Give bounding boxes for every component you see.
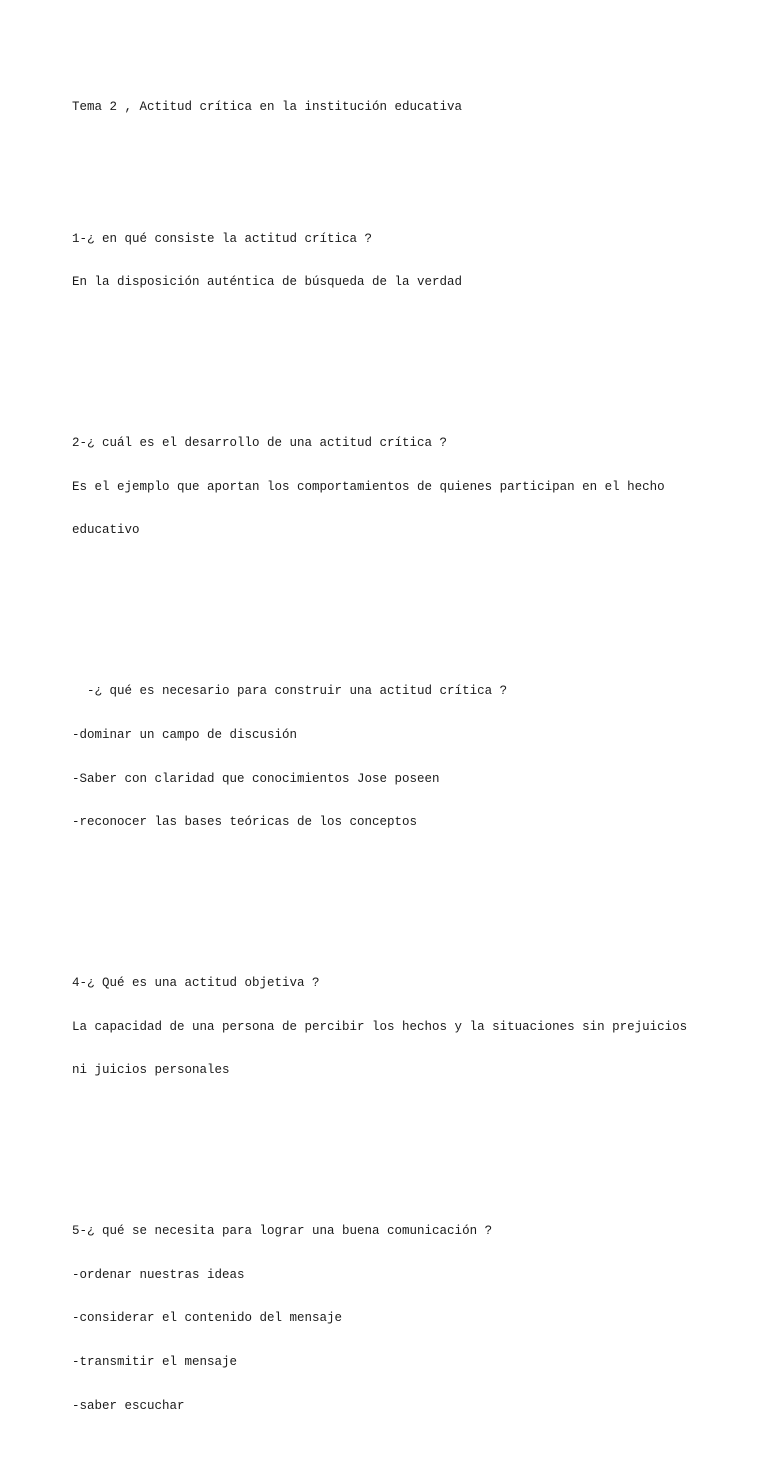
answer-2-line-2: educativo <box>72 523 140 538</box>
question-2: 2-¿ cuál es el desarrollo de una actitud crítica ? <box>72 435 448 450</box>
answer-3-line-1: -dominar un campo de discusión <box>72 727 298 742</box>
answer-3-line-2: -Saber con claridad que conocimientos Jose poseen <box>72 771 440 786</box>
section-1 <box>72 202 752 319</box>
blank-line <box>72 348 752 363</box>
document-body <box>72 71 752 1472</box>
answer-5-line-4: -saber escuchar <box>72 1399 185 1414</box>
section-5 <box>72 1195 752 1443</box>
question-1: 1-¿ en qué consiste la actitud crítica ? <box>72 231 373 246</box>
blank-line <box>72 596 752 611</box>
blank-line <box>72 888 752 903</box>
section-4 <box>72 947 752 1108</box>
question-4: 4-¿ Qué es una actitud objetiva ? <box>72 975 320 990</box>
section-2 <box>72 407 752 568</box>
answer-2-line-1: Es el ejemplo que aportan los comportamientos de quienes participan en el hecho <box>72 479 665 494</box>
question-3: -¿ qué es necesario para construir una actitud crítica ? <box>72 683 508 698</box>
answer-5-line-2: -considerar el contenido del mensaje <box>72 1311 343 1326</box>
blank-line <box>72 1136 752 1151</box>
answer-1-line-1: En la disposición auténtica de búsqueda de la verdad <box>72 275 463 290</box>
answer-4-line-1: La capacidad de una persona de percibir los hechos y la situaciones sin prejuicios <box>72 1019 688 1034</box>
answer-4-line-2: ni juicios personales <box>72 1063 230 1078</box>
blank-line <box>72 144 752 159</box>
answer-5-line-1: -ordenar nuestras ideas <box>72 1267 245 1282</box>
document-title: Tema 2 , Actitud crítica en la institución educativa <box>72 100 463 115</box>
question-5: 5-¿ qué se necesita para lograr una buena comunicación ? <box>72 1223 493 1238</box>
answer-3-line-3: -reconocer las bases teóricas de los conceptos <box>72 815 418 830</box>
answer-5-line-3: -transmitir el mensaje <box>72 1355 238 1370</box>
section-3 <box>72 655 752 859</box>
